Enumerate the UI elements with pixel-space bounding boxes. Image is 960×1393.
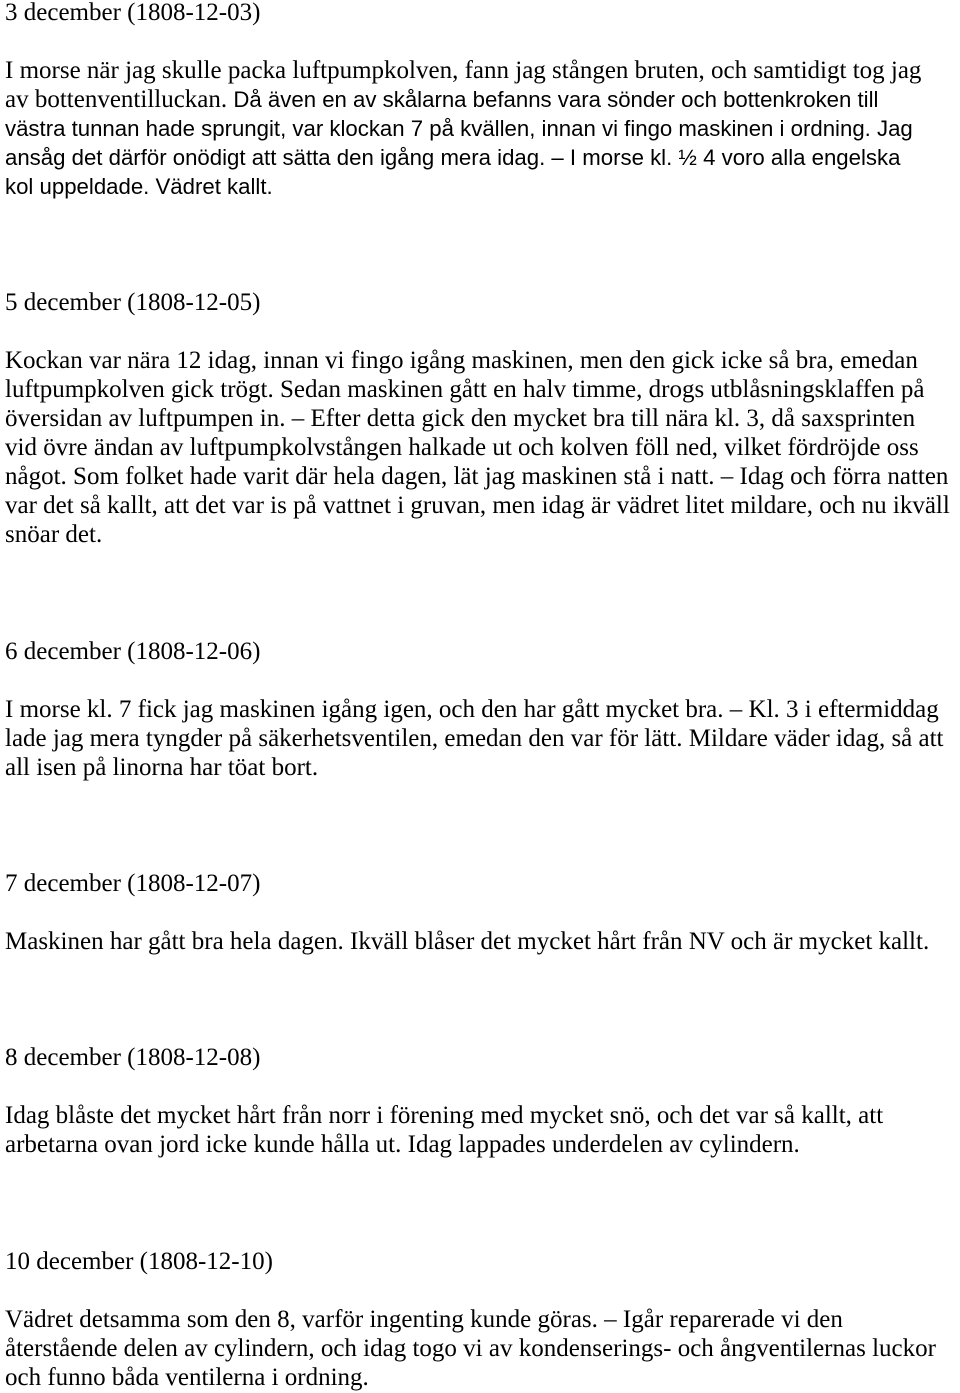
- entry-text-line: I morse kl. 7 fick jag maskinen igång igen, och den har gått mycket bra. – Kl. 3 i eftermiddag: [5, 695, 939, 723]
- entry-text-line: lade jag mera tyngder på säkerhetsventilen, emedan den var för lätt. Mildare väder idag, så att: [5, 724, 944, 752]
- entry-text-line: [5, 85, 960, 114]
- entry-date-heading: 7 december (1808-12-07): [5, 870, 261, 897]
- entry-date-heading: 5 december (1808-12-05): [5, 289, 261, 316]
- entry-text-line: arbetarna ovan jord icke kunde hålla ut. Idag lappades underdelen av cylindern.: [5, 1131, 800, 1159]
- entry-text-line: Vädret detsamma som den 8, varför ingenting kunde göras. – Igår reparerade vi den: [5, 1305, 843, 1333]
- entry-text-line: I morse när jag skulle packa luftpumpkolven, fann jag stången bruten, och samtidigt tog jag: [5, 56, 922, 84]
- entry-body: [5, 346, 960, 549]
- diary-entry: [5, 1247, 960, 1392]
- entry-text-line: vid övre ändan av luftpumpkolvstången halkade ut och kolven föll ned, vilket fördröjde oss: [5, 434, 919, 462]
- entry-text-line: var det så kallt, att det var is på vattnet i gruvan, men idag är vädret litet mildare, och nu ikväll: [5, 492, 950, 520]
- entry-text-line: Kockan var nära 12 idag, innan vi fingo igång maskinen, men den gick icke så bra, emedan: [5, 347, 918, 375]
- diary-entry: [5, 0, 960, 201]
- entry-text-line: Maskinen har gått bra hela dagen. Ikväll blåser det mycket hårt från NV och är mycket kallt.: [5, 928, 930, 956]
- text-run-serif: av bottenventilluckan.: [5, 85, 228, 113]
- entry-date-heading: 3 december (1808-12-03): [5, 0, 261, 26]
- diary-entry: [5, 869, 960, 956]
- entry-text-line: västra tunnan hade sprungit, var klockan 7 på kvällen, innan vi fingo maskinen i ordning. Jag: [5, 115, 913, 141]
- entry-body: [5, 1101, 960, 1159]
- entry-text-line: ansåg det därför onödigt att sätta den igång mera idag. – I morse kl. ½ 4 voro alla engelska: [5, 144, 901, 170]
- diary-entry: [5, 637, 960, 782]
- entry-text-line: något. Som folket hade varit där hela dagen, lät jag maskinen stå i natt. – Idag och förra natten: [5, 463, 949, 491]
- entry-date-heading: 10 december (1808-12-10): [5, 1247, 273, 1275]
- entry-date-heading: 8 december (1808-12-08): [5, 1044, 261, 1072]
- entry-text-line: kol uppeldade. Vädret kallt.: [5, 173, 273, 199]
- entry-body: [5, 1305, 960, 1392]
- entry-text-line: återstående delen av cylindern, och idag togo vi av kondenserings- och ångventilernas luckor: [5, 1334, 936, 1362]
- text-run-sans: Då även en av skålarna befanns vara sönder och bottenkroken till: [233, 86, 879, 112]
- entry-body: [5, 927, 960, 956]
- entry-body: [5, 56, 960, 201]
- entry-text-line: Idag blåste det mycket hårt från norr i förening med mycket snö, och det var så kallt, att: [5, 1102, 884, 1130]
- entry-date-heading: 6 december (1808-12-06): [5, 637, 261, 665]
- diary-entry: [5, 288, 960, 549]
- entry-text-line: snöar det.: [5, 521, 103, 549]
- diary-entry: [5, 1043, 960, 1159]
- entry-text-line: och funno båda ventilerna i ordning.: [5, 1363, 369, 1391]
- entry-body: [5, 695, 960, 782]
- entry-text-line: översidan av luftpumpen in. – Efter detta gick den mycket bra till nära kl. 3, då saxsprinten: [5, 405, 916, 433]
- entry-text-line: luftpumpkolven gick trögt. Sedan maskinen gått en halv timme, drogs utblåsningsklaffen på: [5, 376, 925, 404]
- entry-text-line: all isen på linorna har töat bort.: [5, 753, 319, 781]
